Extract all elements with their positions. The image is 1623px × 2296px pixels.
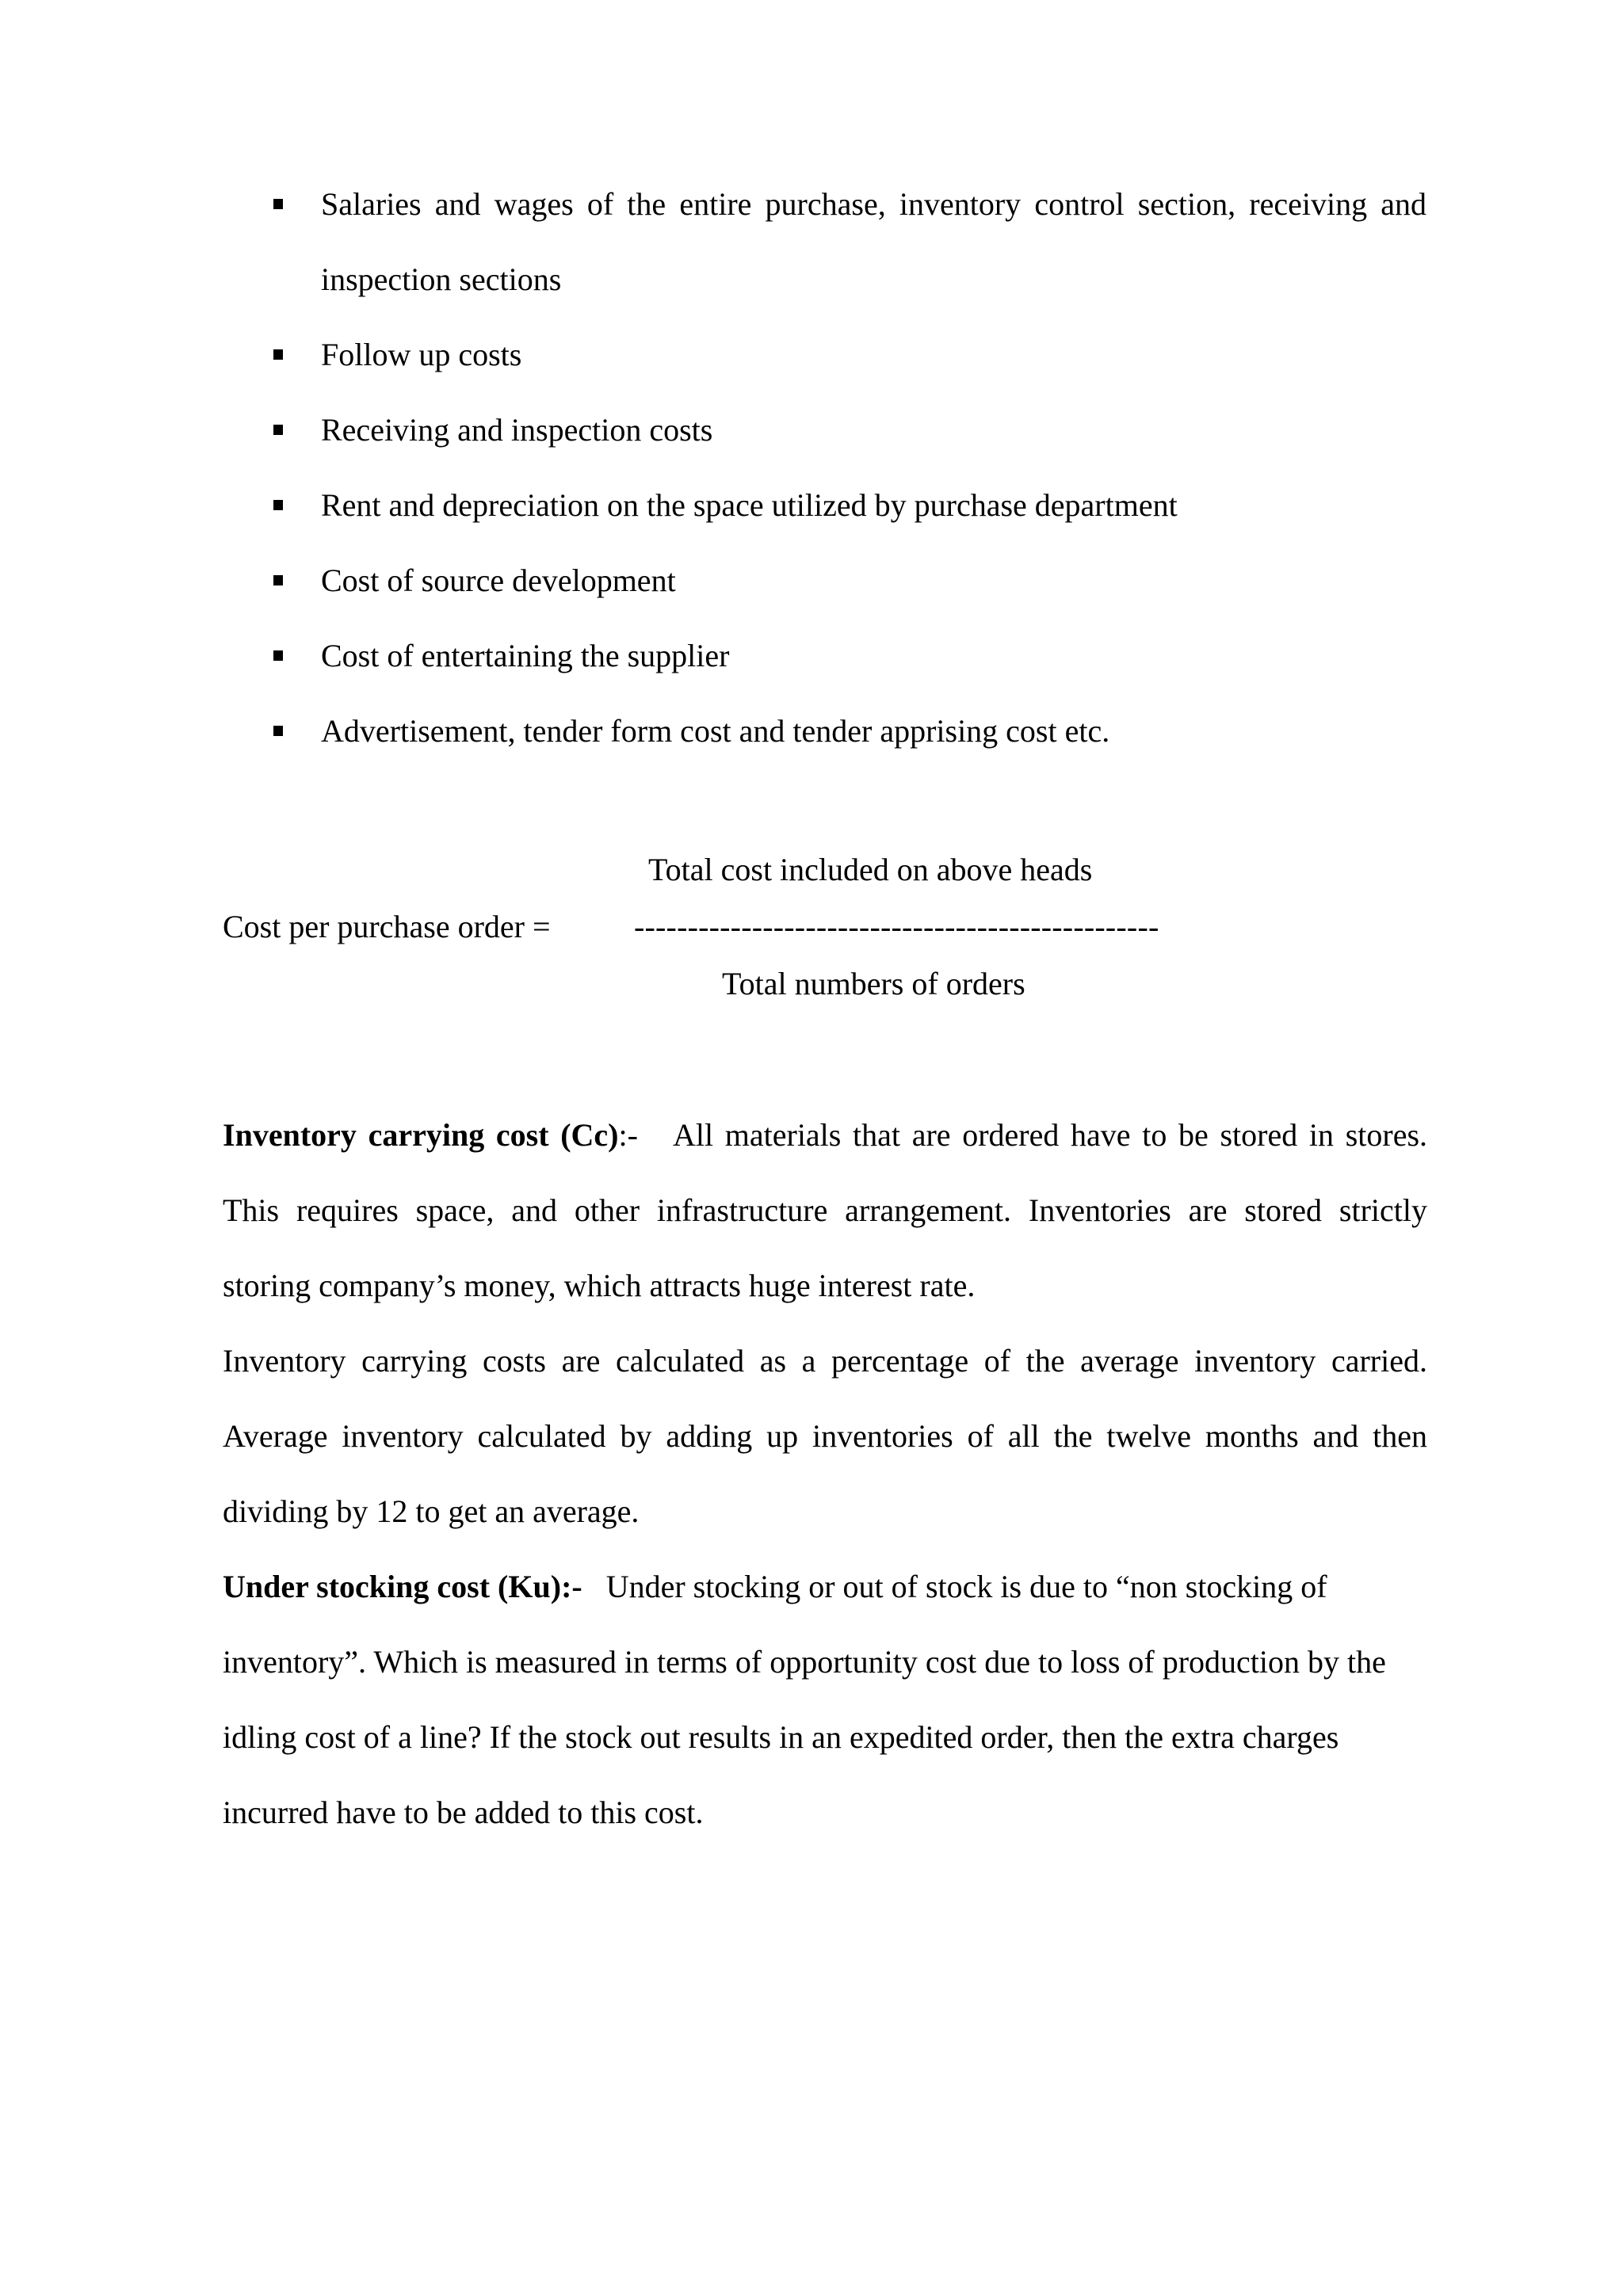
carrying-cost-separator: :- <box>618 1117 638 1153</box>
carrying-cost-text: All materials that are ordered have to be stored in stores. This requires space, and other infrastructure arrangement. Inventories are stored strictly storing company’s money, which attracts huge interest rate. <box>223 1117 1428 1303</box>
cost-bullet-list <box>269 166 1426 769</box>
square-bullet-icon <box>273 199 283 209</box>
square-bullet-icon <box>273 500 283 510</box>
list-item-text: Salaries and wages of the entire purchase, inventory control section, receiving and inspection sections <box>321 186 1426 297</box>
square-bullet-icon <box>273 575 283 585</box>
list-item <box>269 392 1426 467</box>
carrying-cost-calc-paragraph: Inventory carrying costs are calculated as a percentage of the average inventory carried. Average inventory calculated by adding up inventories of all the twelve months and then dividing by 12 to get an average. <box>223 1343 1427 1529</box>
list-item-text: Rent and depreciation on the space utilized by purchase department <box>321 487 1178 523</box>
formula-fraction-bar: ------------------------------------------------- <box>634 909 1159 944</box>
list-item <box>269 693 1426 769</box>
list-item <box>269 166 1426 317</box>
under-stocking-paragraph <box>223 1549 1427 1850</box>
list-item-text: Follow up costs <box>321 337 522 372</box>
carrying-cost-paragraph <box>223 1097 1427 1323</box>
under-stocking-heading: Under stocking cost (Ku) <box>223 1569 562 1604</box>
list-item <box>269 467 1426 543</box>
formula-numerator: Total cost included on above heads <box>648 852 1093 887</box>
carrying-cost-heading: Inventory carrying cost (Cc) <box>223 1117 619 1153</box>
list-item-text: Cost of entertaining the supplier <box>321 638 730 673</box>
list-item <box>269 543 1426 618</box>
list-item-text: Advertisement, tender form cost and tender apprising cost etc. <box>321 713 1110 749</box>
square-bullet-icon <box>273 650 283 661</box>
under-stocking-text: Under stocking or out of stock is due to “non stocking of inventory”. Which is measured in terms of opportunity cost due to loss of production by the idling cost of a line? If the stock out results in an expedited order, then the extra charges incurred have to be added to this cost. <box>223 1569 1386 1830</box>
formula-denominator: Total numbers of orders <box>722 966 1025 1001</box>
square-bullet-icon <box>273 726 283 736</box>
list-item <box>269 618 1426 693</box>
list-item-text: Cost of source development <box>321 563 676 598</box>
list-item-text: Receiving and inspection costs <box>321 412 713 448</box>
under-stocking-separator: :- <box>561 1569 582 1604</box>
square-bullet-icon <box>273 425 283 435</box>
formula-lhs: Cost per purchase order = <box>223 909 551 944</box>
square-bullet-icon <box>273 349 283 360</box>
list-item <box>269 317 1426 392</box>
